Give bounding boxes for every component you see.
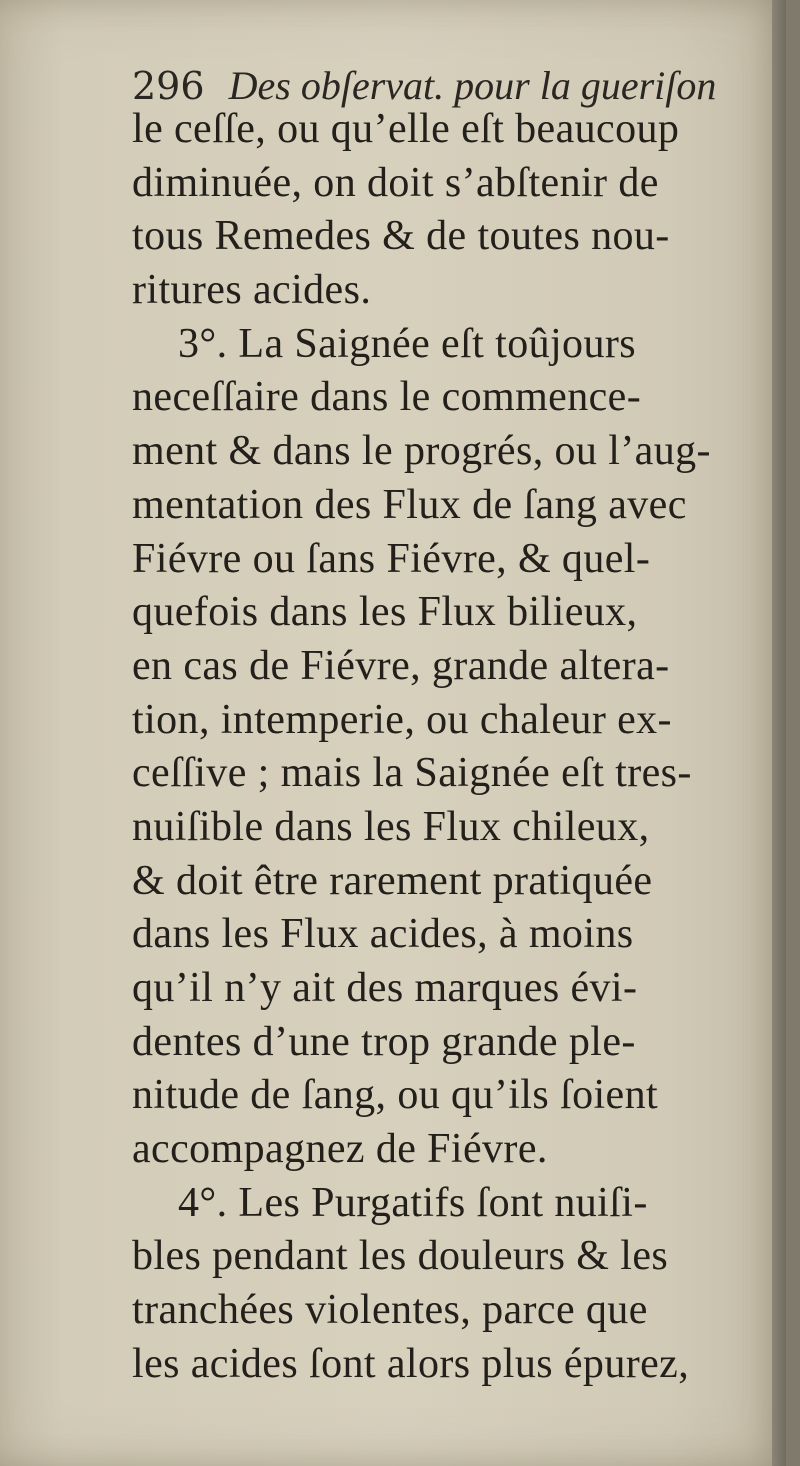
- paragraph-start-4: 4°. Les Purgatifs ſont nuiſi-: [178, 1179, 648, 1226]
- text-line: diminuée, on doit s’abſtenir de: [132, 159, 659, 206]
- page-header: [132, 62, 716, 109]
- running-title: Des obſervat. pour la gueriſon: [228, 63, 717, 108]
- body-text: [132, 103, 772, 1392]
- text-line: neceſſaire dans le commence-: [132, 374, 642, 421]
- text-line: ritures acides.: [132, 267, 372, 314]
- text-line: nuiſible dans les Flux chileux,: [132, 803, 650, 850]
- text-line: le ceſſe, ou qu’elle eſt beaucoup: [132, 106, 680, 152]
- text-line: tous Remedes & de toutes nou-: [132, 213, 670, 260]
- text-line: accompagnez de Fiévre.: [132, 1126, 548, 1173]
- page-edge: [772, 0, 786, 1466]
- text-line: nitude de ſang, ou qu’ils ſoient: [132, 1072, 659, 1119]
- text-line: mentation des Flux de ſang avec: [132, 481, 687, 528]
- text-line: dentes d’une trop grande ple-: [132, 1018, 636, 1065]
- text-line: quefois dans les Flux bilieux,: [132, 589, 638, 636]
- text-line: dans les Flux acides, à moins: [132, 911, 634, 958]
- text-line: & doit être rarement pratiquée: [132, 857, 653, 904]
- text-line: ceſſive ; mais la Saignée eſt tres-: [132, 750, 692, 797]
- text-line: Fiévre ou ſans Fiévre, & quel-: [132, 535, 651, 582]
- text-line: bles pendant les douleurs & les: [132, 1233, 669, 1280]
- text-line: en cas de Fiévre, grande altera-: [132, 642, 670, 689]
- text-line: qu’il n’y ait des marques évi-: [132, 965, 638, 1011]
- text-line: les acides ſont alors plus épurez,: [132, 1340, 690, 1387]
- paragraph-start-3: 3°. La Saignée eſt toûjours: [178, 320, 636, 367]
- text-line: tion, intemperie, ou chaleur ex-: [132, 696, 672, 743]
- text-line: ment & dans le progrés, ou l’aug-: [132, 428, 711, 475]
- page-number: 296: [132, 64, 205, 108]
- text-line: tranchées violentes, parce que: [132, 1287, 648, 1334]
